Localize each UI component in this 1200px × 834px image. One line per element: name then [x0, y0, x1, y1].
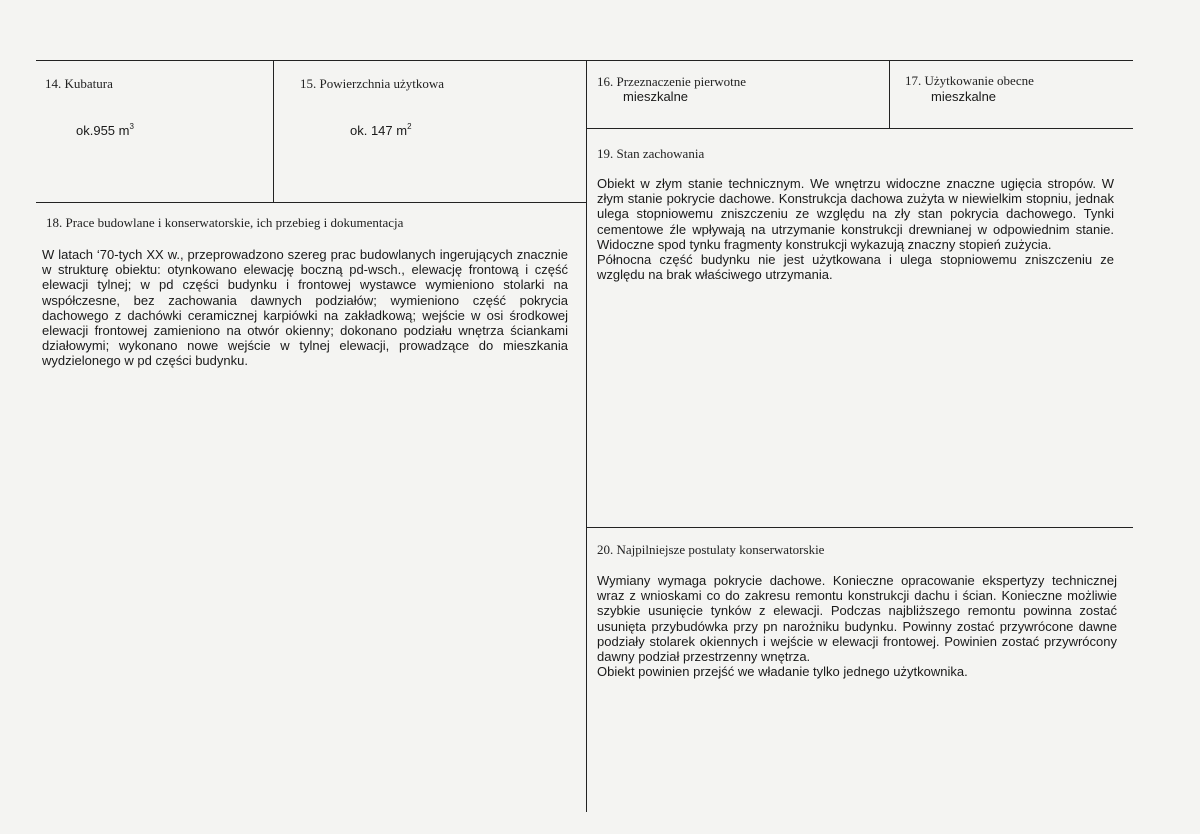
field-15-label: 15. Powierzchnia użytkowa [300, 76, 445, 91]
field-17-value: mieszkalne [931, 89, 997, 104]
field-20-text: Wymiany wymaga pokrycie dachowe. Konieczne opracowanie ekspertyzy technicznej wraz z wnioskami co do zakresu remontu konstrukcji dachu i ścian. Konieczne możliwie szybkie usunięcie tynków z elewacji. Podczas najbliższego remontu powinna zostać usunięta przybudówka przy pn narożniku budynku. Powinny zostać przywrócone dawne podziały stolarek okiennych i wejście w elewacji frontowej. Powinien zostać przywrócony dawny podział przestrzenny wnętrza. Obiekt powinien przejść we władanie tylko jednego użytkownika. [597, 573, 1117, 680]
top-border [36, 60, 1133, 61]
field-16-label: 16. Przeznaczenie pierwotne [597, 74, 747, 89]
divider-f16-f17 [889, 60, 890, 129]
divider-f16-f19 [586, 128, 1133, 129]
field-20-label: 20. Najpilniejsze postulaty konserwatorskie [597, 542, 825, 557]
center-divider [586, 60, 587, 812]
field-18-text: W latach ‘70-tych XX w., przeprowadzono szereg prac budowlanych ingerujących znacznie w strukturę obiektu: otynkowano elewację boczną pd-wsch., elewację frontową i część elewacji tylnej; w pd części budynku i frontowej wystawce wymieniono stolarki na współczesne, bez zachowania dawnych podziałów; wymieniono część pokrycia dachowego z dachówki ceramicznej karpiówki na zakładkową; wejście w osi środkowej elewacji frontowej zamieniono na otwór okienny; dokonano podziału wnętrza ściankami działowymi; wykonano nowe wejście w tylnej elewacji, prowadzące do mieszkania wydzielonego w pd części budynku. [42, 247, 568, 369]
divider-f14-f15 [273, 60, 274, 203]
field-14-value [76, 123, 134, 138]
field-19-label: 19. Stan zachowania [597, 146, 705, 161]
field-15-value-sup: 2 [407, 122, 412, 131]
divider-f19-f20 [586, 527, 1133, 528]
field-15-value [350, 123, 412, 138]
field-18-label: 18. Prace budowlane i konserwatorskie, ich przebieg i dokumentacja [46, 215, 404, 230]
field-14-value-text: ok.955 m [76, 123, 130, 138]
field-14-label: 14. Kubatura [45, 76, 113, 91]
field-16-value: mieszkalne [623, 89, 689, 104]
field-19-text: Obiekt w złym stanie technicznym. We wnętrzu widoczne znaczne ugięcia stropów. W złym stanie pokrycie dachowe. Konstrukcja dachowa zużyta w niewielkim stopniu, jednak ulega stopniowemu zniszczeniu ze względu na zły stan pokrycia dachowego. Tynki cementowe źle wpływają na utrzymanie konstrukcji drewnianej w odpowiednim stanie. Widoczne spod tynku fragmenty konstrukcji wykazują znaczny stopień zużycia. Północna część budynku nie jest użytkowana i ulega stopniowemu zniszczeniu ze względu na brak właściwego utrzymania. [597, 176, 1114, 283]
divider-f14-f18 [36, 202, 587, 203]
field-17-label: 17. Użytkowanie obecne [905, 73, 1034, 88]
field-15-value-text: ok. 147 m [350, 123, 408, 138]
field-14-value-sup: 3 [129, 122, 134, 131]
